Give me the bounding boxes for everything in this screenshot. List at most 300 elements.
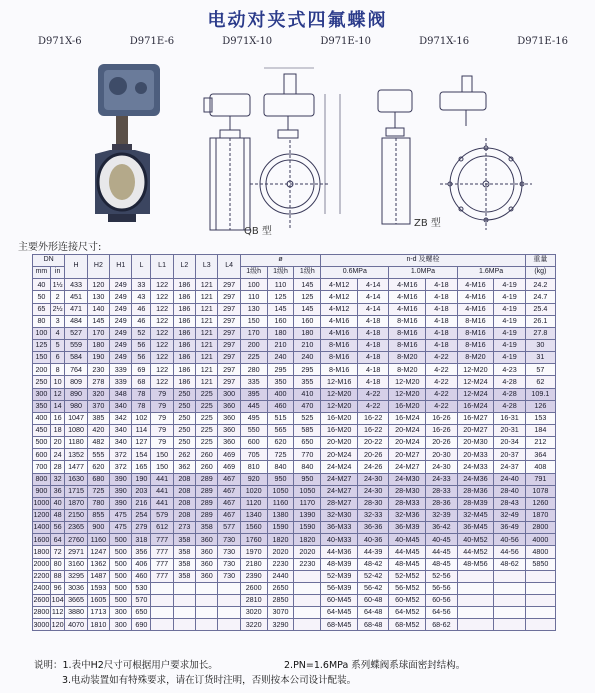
header-pressure-16: 1.6MPa [457,267,525,279]
table-cell: 460 [267,400,294,412]
table-cell: 40-M45 [389,534,426,546]
table-cell: 186 [173,364,195,376]
table-caption: 主要外形连接尺寸: [18,242,102,253]
table-cell: 1713 [87,607,109,619]
table-cell: 30 [525,339,555,351]
table-cell: 121 [196,291,218,303]
table-cell: 36-M39 [389,522,426,534]
table-row [33,412,556,424]
table-cell: 400 [33,412,51,424]
table-cell: 650 [294,437,321,449]
table-cell: 297 [218,339,240,351]
table-cell: 212 [525,437,555,449]
table-cell: 48-62 [494,558,525,570]
table-cell: 4-18 [426,291,457,303]
table-cell: 920 [240,473,267,485]
header-phi: ø [240,255,320,267]
table-row [33,315,556,327]
table-cell: 50 [33,291,51,303]
table-cell: 249 [110,279,132,291]
table-cell: 262 [173,449,195,461]
table-cell: 8-M20 [389,364,426,376]
table-cell: 1487 [87,570,109,582]
table-cell [218,594,240,606]
table-cell: 36-M33 [321,522,358,534]
table-cell: 297 [218,364,240,376]
table-row [33,364,556,376]
table-cell: 120 [87,279,109,291]
table-cell: 24-M33 [457,461,494,473]
table-cell: 1047 [65,412,87,424]
table-cell: 102 [132,412,151,424]
table-cell: 56-56 [426,582,457,594]
table-cell: 4-19 [494,291,525,303]
table-cell: 3290 [267,619,294,631]
table-cell: 4-M16 [457,303,494,315]
header-phi-c: 1级h [294,267,321,279]
table-cell: 16-M24 [389,412,426,424]
table-cell: 122 [151,291,173,303]
table-cell: 4 [50,327,65,339]
table-cell: 44-M36 [321,546,358,558]
table-cell: 1760 [240,534,267,546]
table-cell: 208 [173,509,195,521]
table-cell: 68-M52 [389,619,426,631]
table-cell: 1477 [65,461,87,473]
table-cell: 250 [173,400,195,412]
table-cell [294,607,321,619]
table-cell: 130 [240,303,267,315]
table-cell: 441 [151,473,173,485]
table-cell: 730 [218,570,240,582]
table-cell: 249 [110,327,132,339]
table-cell: 16-M20 [321,412,358,424]
table-cell: 1050 [267,485,294,497]
table-cell: 186 [173,327,195,339]
table-cell: 46 [132,303,151,315]
table-cell: 28-M33 [389,497,426,509]
table-row [33,424,556,436]
table-cell: 690 [132,619,151,631]
table-cell: 280 [240,364,267,376]
table-cell: 31 [525,352,555,364]
table-cell: 60-M45 [321,594,358,606]
model-code: D971E-16 [517,36,568,47]
table-cell: 360 [196,558,218,570]
table-row [33,352,556,364]
table-cell: 56-M39 [321,582,358,594]
header-pressure-10: 1.0MPa [389,267,457,279]
table-cell: 33 [132,279,151,291]
table-cell: 125 [294,291,321,303]
table-cell: 127 [132,437,151,449]
table-cell: 441 [151,485,173,497]
table-cell: 112 [50,607,65,619]
table-cell: 950 [267,473,294,485]
table-cell: 300 [110,619,132,631]
table-cell: 4-18 [426,303,457,315]
table-cell: 40-56 [494,534,525,546]
table-cell: 68-62 [426,619,457,631]
table-cell: 20-M24 [389,437,426,449]
table-row [33,509,556,521]
table-cell: 122 [151,303,173,315]
table-cell: 203 [132,485,151,497]
table-cell: 730 [218,546,240,558]
table-cell: 289 [196,485,218,497]
table-cell: 1593 [87,582,109,594]
table-cell: 650 [132,607,151,619]
table-cell: 300 [110,607,132,619]
table-cell: 44-M45 [389,546,426,558]
table-cell: 32-M36 [389,509,426,521]
table-cell: 2½ [50,303,65,315]
table-cell: 16-M20 [389,400,426,412]
page-title: 电动对夹式四氟蝶阀 [207,10,388,31]
table-cell: 36 [50,485,65,497]
table-cell: 900 [33,485,51,497]
table-cell: 500 [110,558,132,570]
table-cell: 12-M20 [389,376,426,388]
table-cell: 28-43 [494,497,525,509]
table-cell: 114 [132,424,151,436]
table-row [33,582,556,594]
table-cell: 1400 [33,522,51,534]
table-cell: 24.7 [525,291,555,303]
table-row [33,570,556,582]
table-cell: 250 [173,437,195,449]
table-cell: 8-M16 [457,327,494,339]
header-l3: L3 [196,255,218,279]
table-cell [196,594,218,606]
table-cell: 36-M45 [457,522,494,534]
table-cell: 24.2 [525,279,555,291]
table-cell: 2020 [267,546,294,558]
table-cell: 1590 [267,522,294,534]
table-cell: 2440 [267,570,294,582]
header-l4: L4 [218,255,240,279]
table-cell: 249 [110,339,132,351]
table-cell: 467 [218,485,240,497]
table-cell [294,570,321,582]
table-cell: 24-M30 [389,473,426,485]
table-cell: 208 [173,485,195,497]
table-cell: 153 [525,412,555,424]
table-cell: 79 [151,400,173,412]
table-cell: 20-M24 [321,449,358,461]
table-cell: 36-49 [494,522,525,534]
table-cell: 28-M27 [321,497,358,509]
table-cell: 32-33 [358,509,389,521]
table-cell: 36-36 [358,522,389,534]
table-cell: 60-M52 [389,594,426,606]
table-row [33,473,556,485]
table-cell: 360 [218,424,240,436]
table-cell: 20-22 [358,437,389,449]
table-cell: 273 [173,522,195,534]
table-cell: 527 [65,327,87,339]
table-cell: 358 [196,522,218,534]
header-pressure-06: 0.6MPa [321,267,389,279]
table-cell: 1080 [65,424,87,436]
table-cell: 52-42 [358,570,389,582]
table-cell: 2000 [33,558,51,570]
table-cell: 2971 [65,546,87,558]
table-cell: 339 [110,376,132,388]
table-cell: 12 [50,388,65,400]
table-cell: 249 [110,315,132,327]
header-mm: mm [33,267,51,279]
table-row [33,291,556,303]
table-cell: 78 [132,400,151,412]
table-cell: 16-26 [426,412,457,424]
table-cell: 4-22 [358,388,389,400]
table-cell: 150 [240,315,267,327]
table-cell: 122 [151,364,173,376]
table-cell: 4-M16 [389,303,426,315]
table-cell: 2400 [33,582,51,594]
table-cell: 16-22 [358,412,389,424]
table-cell: 1½ [50,279,65,291]
table-cell: 16-26 [426,424,457,436]
table-cell: 1715 [65,485,87,497]
table-cell: 390 [110,485,132,497]
table-cell: 289 [196,509,218,521]
table-cell: 20-26 [426,437,457,449]
model-list [38,36,568,47]
table-cell: 2150 [65,509,87,521]
table-cell: 725 [87,485,109,497]
table-cell: 4-14 [358,303,389,315]
model-code: D971X-10 [222,36,273,47]
table-cell: 4-M16 [321,327,358,339]
table-cell: 730 [218,534,240,546]
table-cell: 297 [218,352,240,364]
table-cell: 125 [33,339,51,351]
table-cell: 60-56 [426,594,457,606]
table-cell: 1352 [65,449,87,461]
table-cell: 500 [33,437,51,449]
table-cell: 44-39 [358,546,389,558]
header-dn: DN [33,255,65,267]
table-cell: 40 [50,497,65,509]
table-row [33,497,556,509]
table-cell: 80 [33,315,51,327]
table-cell: 230 [87,364,109,376]
header-h: H [65,255,87,279]
table-cell: 1810 [87,619,109,631]
table-cell: 279 [132,522,151,534]
table-cell: 4800 [525,546,555,558]
table-cell: 2200 [33,570,51,582]
table-cell: 500 [110,546,132,558]
table-cell: 44-45 [426,546,457,558]
table-cell: 4-M16 [321,315,358,327]
table-cell: 350 [33,400,51,412]
table-cell: 104 [50,594,65,606]
table-cell: 2810 [240,594,267,606]
table-cell: 482 [87,437,109,449]
table-cell: 358 [173,558,195,570]
table-cell: 559 [65,339,87,351]
table-cell: 289 [196,473,218,485]
table-cell: 240 [294,352,321,364]
notes [34,658,466,688]
table-cell: 20-M30 [457,437,494,449]
table-row [33,303,556,315]
table-cell: 467 [218,497,240,509]
table-cell: 186 [173,315,195,327]
table-cell: 408 [525,461,555,473]
table-cell: 3880 [65,607,87,619]
table-cell: 555 [87,449,109,461]
table-cell: 79 [151,388,173,400]
table-cell: 24 [50,449,65,461]
table-cell: 145 [294,279,321,291]
note-2: 2.PN=1.6MPa 系列蝶阀系球面密封结构。 [284,660,466,671]
table-cell: 145 [294,303,321,315]
table-cell: 18 [50,424,65,436]
table-cell: 2230 [294,558,321,570]
table-cell: 170 [240,327,267,339]
table-cell: 500 [110,534,132,546]
table-cell: 110 [267,279,294,291]
table-cell: 190 [87,352,109,364]
table-cell: 28-M30 [389,485,426,497]
table-cell: 250 [173,424,195,436]
table-cell: 79 [151,424,173,436]
table-cell: 1800 [33,546,51,558]
table-cell: 100 [240,279,267,291]
table-cell: 48-M45 [389,558,426,570]
table-cell [494,594,525,606]
table-cell: 467 [218,509,240,521]
table-cell: 12-M16 [321,376,358,388]
table-cell [218,619,240,631]
table-cell: 64-M45 [321,607,358,619]
table-cell: 165 [132,461,151,473]
table-cell [525,582,555,594]
table-cell: 44-56 [494,546,525,558]
table-cell: 1390 [294,509,321,521]
table-cell: 56 [132,352,151,364]
table-cell [457,594,494,606]
table-cell: 370 [87,400,109,412]
table-cell: 12-M24 [457,376,494,388]
table-cell: 68-48 [358,619,389,631]
table-cell: 730 [218,558,240,570]
table-cell: 150 [151,461,173,473]
table-cell: 20-37 [494,449,525,461]
table-cell [494,582,525,594]
table-cell: 154 [132,449,151,461]
table-cell: 25.4 [525,303,555,315]
table-cell: 297 [218,303,240,315]
table-cell: 3295 [65,570,87,582]
table-row [33,400,556,412]
table-cell: 8 [50,364,65,376]
model-code: D971E-6 [129,36,175,47]
table-cell: 122 [151,339,173,351]
table-cell: 12-M20 [321,400,358,412]
table-cell: 410 [294,388,321,400]
table-cell: 122 [151,327,173,339]
table-cell: 69 [132,364,151,376]
table-cell: 2020 [294,546,321,558]
table-cell: 4-22 [426,364,457,376]
table-cell: 467 [218,473,240,485]
table-cell: 40-36 [358,534,389,546]
table-cell: 122 [151,279,173,291]
table-cell: 121 [196,279,218,291]
table-cell: 1247 [87,546,109,558]
table-row [33,388,556,400]
table-cell: 6 [50,352,65,364]
table-cell: 4-28 [494,376,525,388]
model-code: D971X-6 [38,36,82,47]
table-cell: 390 [110,473,132,485]
table-cell: 1120 [240,497,267,509]
table-cell: 8-M20 [457,352,494,364]
table-cell: 79 [151,412,173,424]
table-cell: 121 [196,352,218,364]
table-cell: 297 [218,279,240,291]
table-cell: 20-34 [494,437,525,449]
table-cell: 297 [218,315,240,327]
table-cell: 450 [33,424,51,436]
table-cell: 471 [65,303,87,315]
table-cell: 495 [240,412,267,424]
table-cell: 469 [218,449,240,461]
table-cell: 1340 [240,509,267,521]
table-cell: 72 [50,546,65,558]
table-cell: 360 [196,546,218,558]
table-cell [151,607,173,619]
table-cell: 20-M27 [389,449,426,461]
table-cell: 4-M16 [389,291,426,303]
table-cell: 122 [151,352,173,364]
table-cell [173,619,195,631]
table-cell: 16-31 [494,412,525,424]
table-cell: 565 [267,424,294,436]
table-cell: 20-M20 [321,437,358,449]
table-cell: 56 [132,339,151,351]
header-weight-unit: (kg) [525,267,555,279]
table-cell: 62 [525,376,555,388]
table-cell: 777 [151,570,173,582]
table-cell: 1970 [240,546,267,558]
table-cell: 2 [50,291,65,303]
table-cell [525,619,555,631]
table-cell: 297 [218,327,240,339]
table-cell: 3 [50,315,65,327]
table-cell: 4-18 [358,376,389,388]
table-cell: 385 [87,412,109,424]
table-cell: 4-23 [494,364,525,376]
table-cell: 4-M16 [457,291,494,303]
table-cell: 433 [65,279,87,291]
table-cell: 1160 [87,534,109,546]
table-cell: 1630 [65,473,87,485]
table-cell: 27.8 [525,327,555,339]
table-cell: 12-M20 [321,388,358,400]
table-cell: 5 [50,339,65,351]
table-cell: 469 [218,461,240,473]
table-cell: 1260 [525,497,555,509]
valve-photo [95,64,160,222]
table-cell: 600 [240,437,267,449]
table-cell: 40-M33 [321,534,358,546]
